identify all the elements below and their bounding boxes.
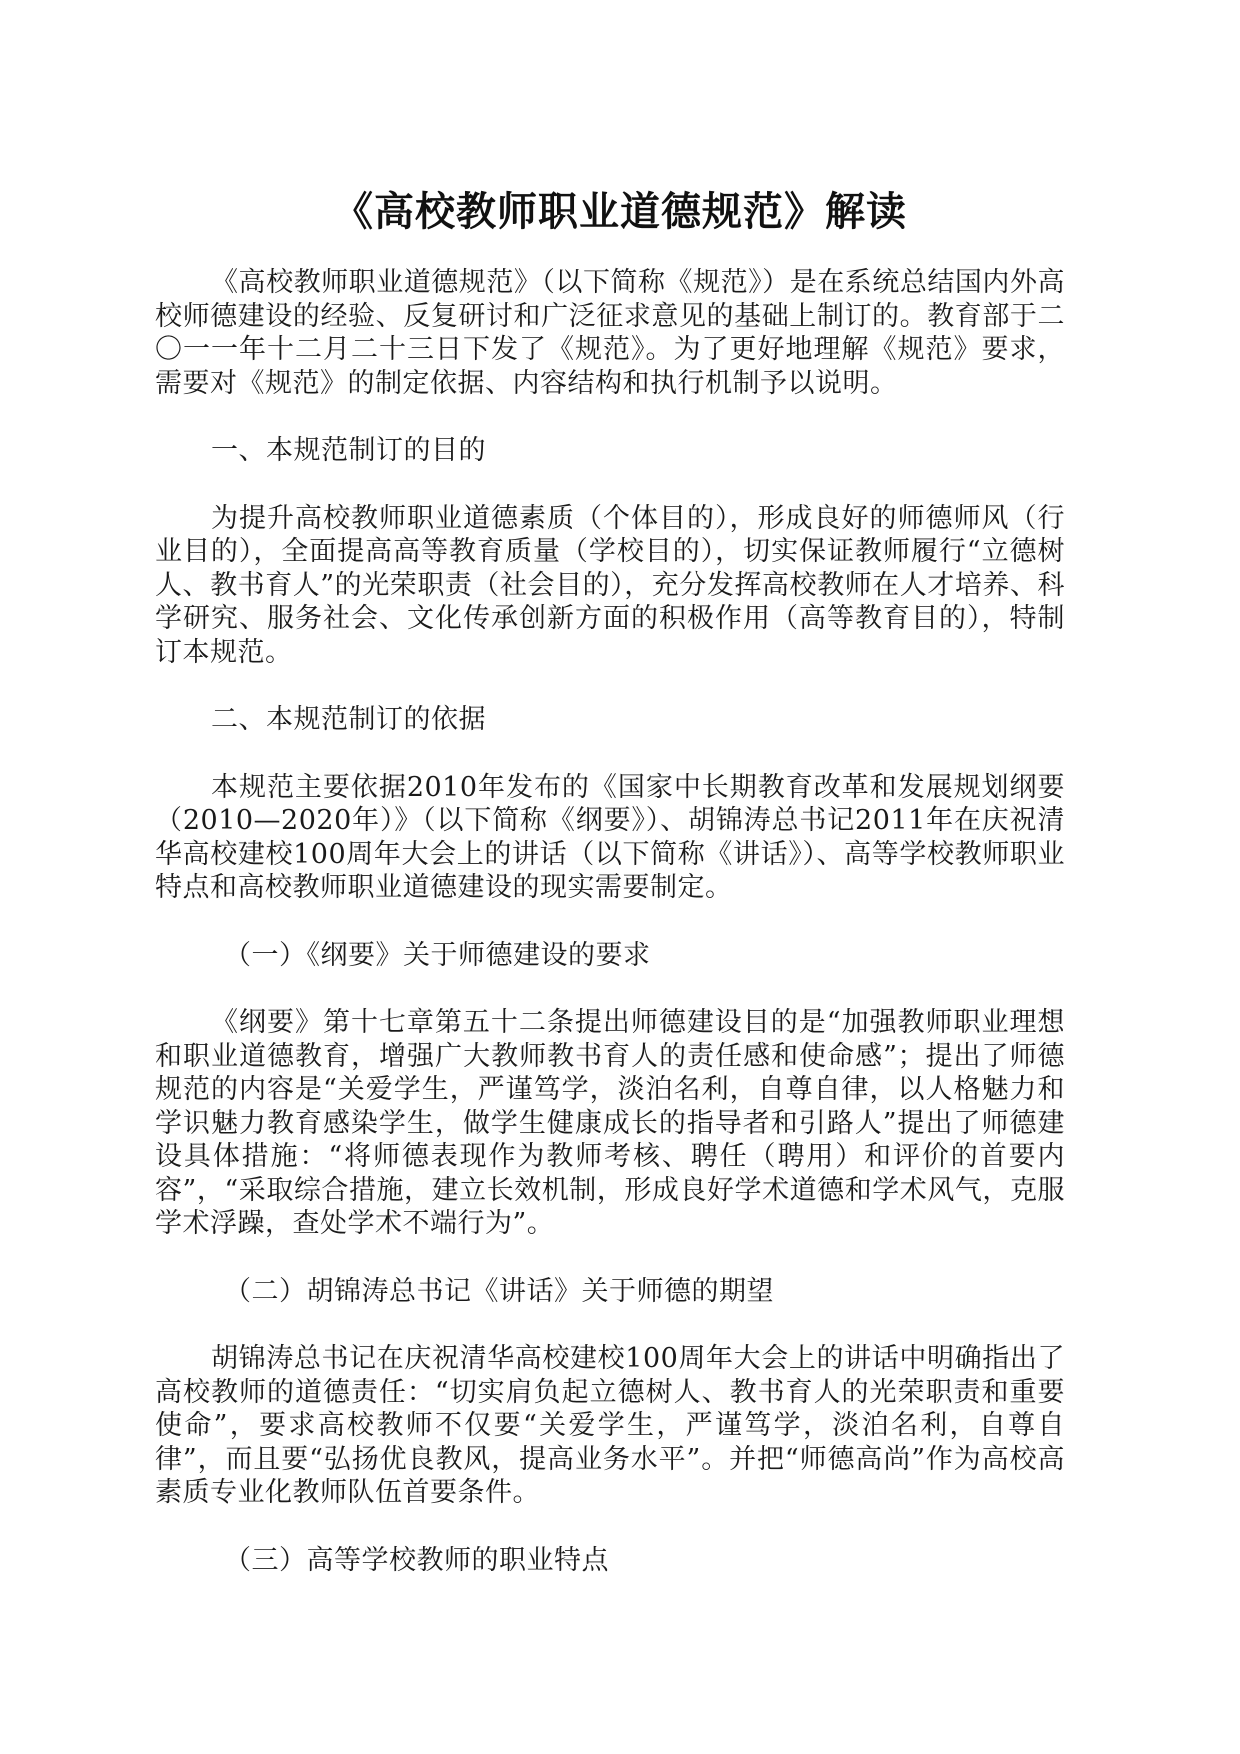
speech-paragraph: 胡锦涛总书记在庆祝清华高校建校100周年大会上的讲话中明确指出了高校教师的道德责任：“切实肩负起立德树人、教书育人的光荣职责和重要使命”，要求高校教师不仅要“关爱学生，严谨笃学，淡泊名利，自尊自律”，而且要“弘扬优良教风，提高业务水平”。并把“师德高尚”作为高校高素质专业化教师队伍首要条件。 xyxy=(155,1343,1065,1508)
subsection-heading-outline: （一）《纲要》关于师德建设的要求 xyxy=(224,939,651,971)
section-heading-purpose: 一、本规范制订的目的 xyxy=(211,435,486,466)
document-title: 《高校教师职业道德规范》解读 xyxy=(333,188,907,235)
document-body xyxy=(155,266,1065,1611)
purpose-paragraph: 为提升高校教师职业道德素质（个体目的），形成良好的师德师风（行业目的），全面提高高等教育质量（学校目的），切实保证教师履行“立德树人、教书育人”的光荣职责（社会目的），充分发挥高校教师在人才培养、科学研究、服务社会、文化传承创新方面的积极作用（高等教育目的），特制订本规范。 xyxy=(155,502,1065,668)
subsection-heading-speech: （二）胡锦涛总书记《讲话》关于师德的期望 xyxy=(224,1275,774,1307)
section-heading-basis: 二、本规范制订的依据 xyxy=(211,704,486,735)
basis-paragraph: 本规范主要依据2010年发布的《国家中长期教育改革和发展规划纲要（2010—2020年）》（以下简称《纲要》）、胡锦涛总书记2011年在庆祝清华高校建校100周年大会上的讲话（以下简称《讲话》）、高等学校教师职业特点和高校教师职业道德建设的现实需要制定。 xyxy=(155,771,1065,903)
subsection-heading-characteristics: （三）高等学校教师的职业特点 xyxy=(224,1544,609,1576)
intro-paragraph: 《高校教师职业道德规范》（以下简称《规范》）是在系统总结国内外高校师德建设的经验、反复研讨和广泛征求意见的基础上制订的。教育部于二〇一一年十二月二十三日下发了《规范》。为了更好地理解《规范》要求，需要对《规范》的制定依据、内容结构和执行机制予以说明。 xyxy=(155,267,1065,399)
outline-paragraph: 《纲要》第十七章第五十二条提出师德建设目的是“加强教师职业理想和职业道德教育，增强广大教师教书育人的责任感和使命感”；提出了师德规范的内容是“关爱学生，严谨笃学，淡泊名利，自尊自律，以人格魅力和学识魅力教育感染学生，做学生健康成长的指导者和引路人”提出了师德建设具体措施：“将师德表现作为教师考核、聘任（聘用）和评价的首要内容”，“采取综合措施，建立长效机制，形成良好学术道德和学术风气，克服学术浮躁，查处学术不端行为”。 xyxy=(155,1007,1065,1239)
